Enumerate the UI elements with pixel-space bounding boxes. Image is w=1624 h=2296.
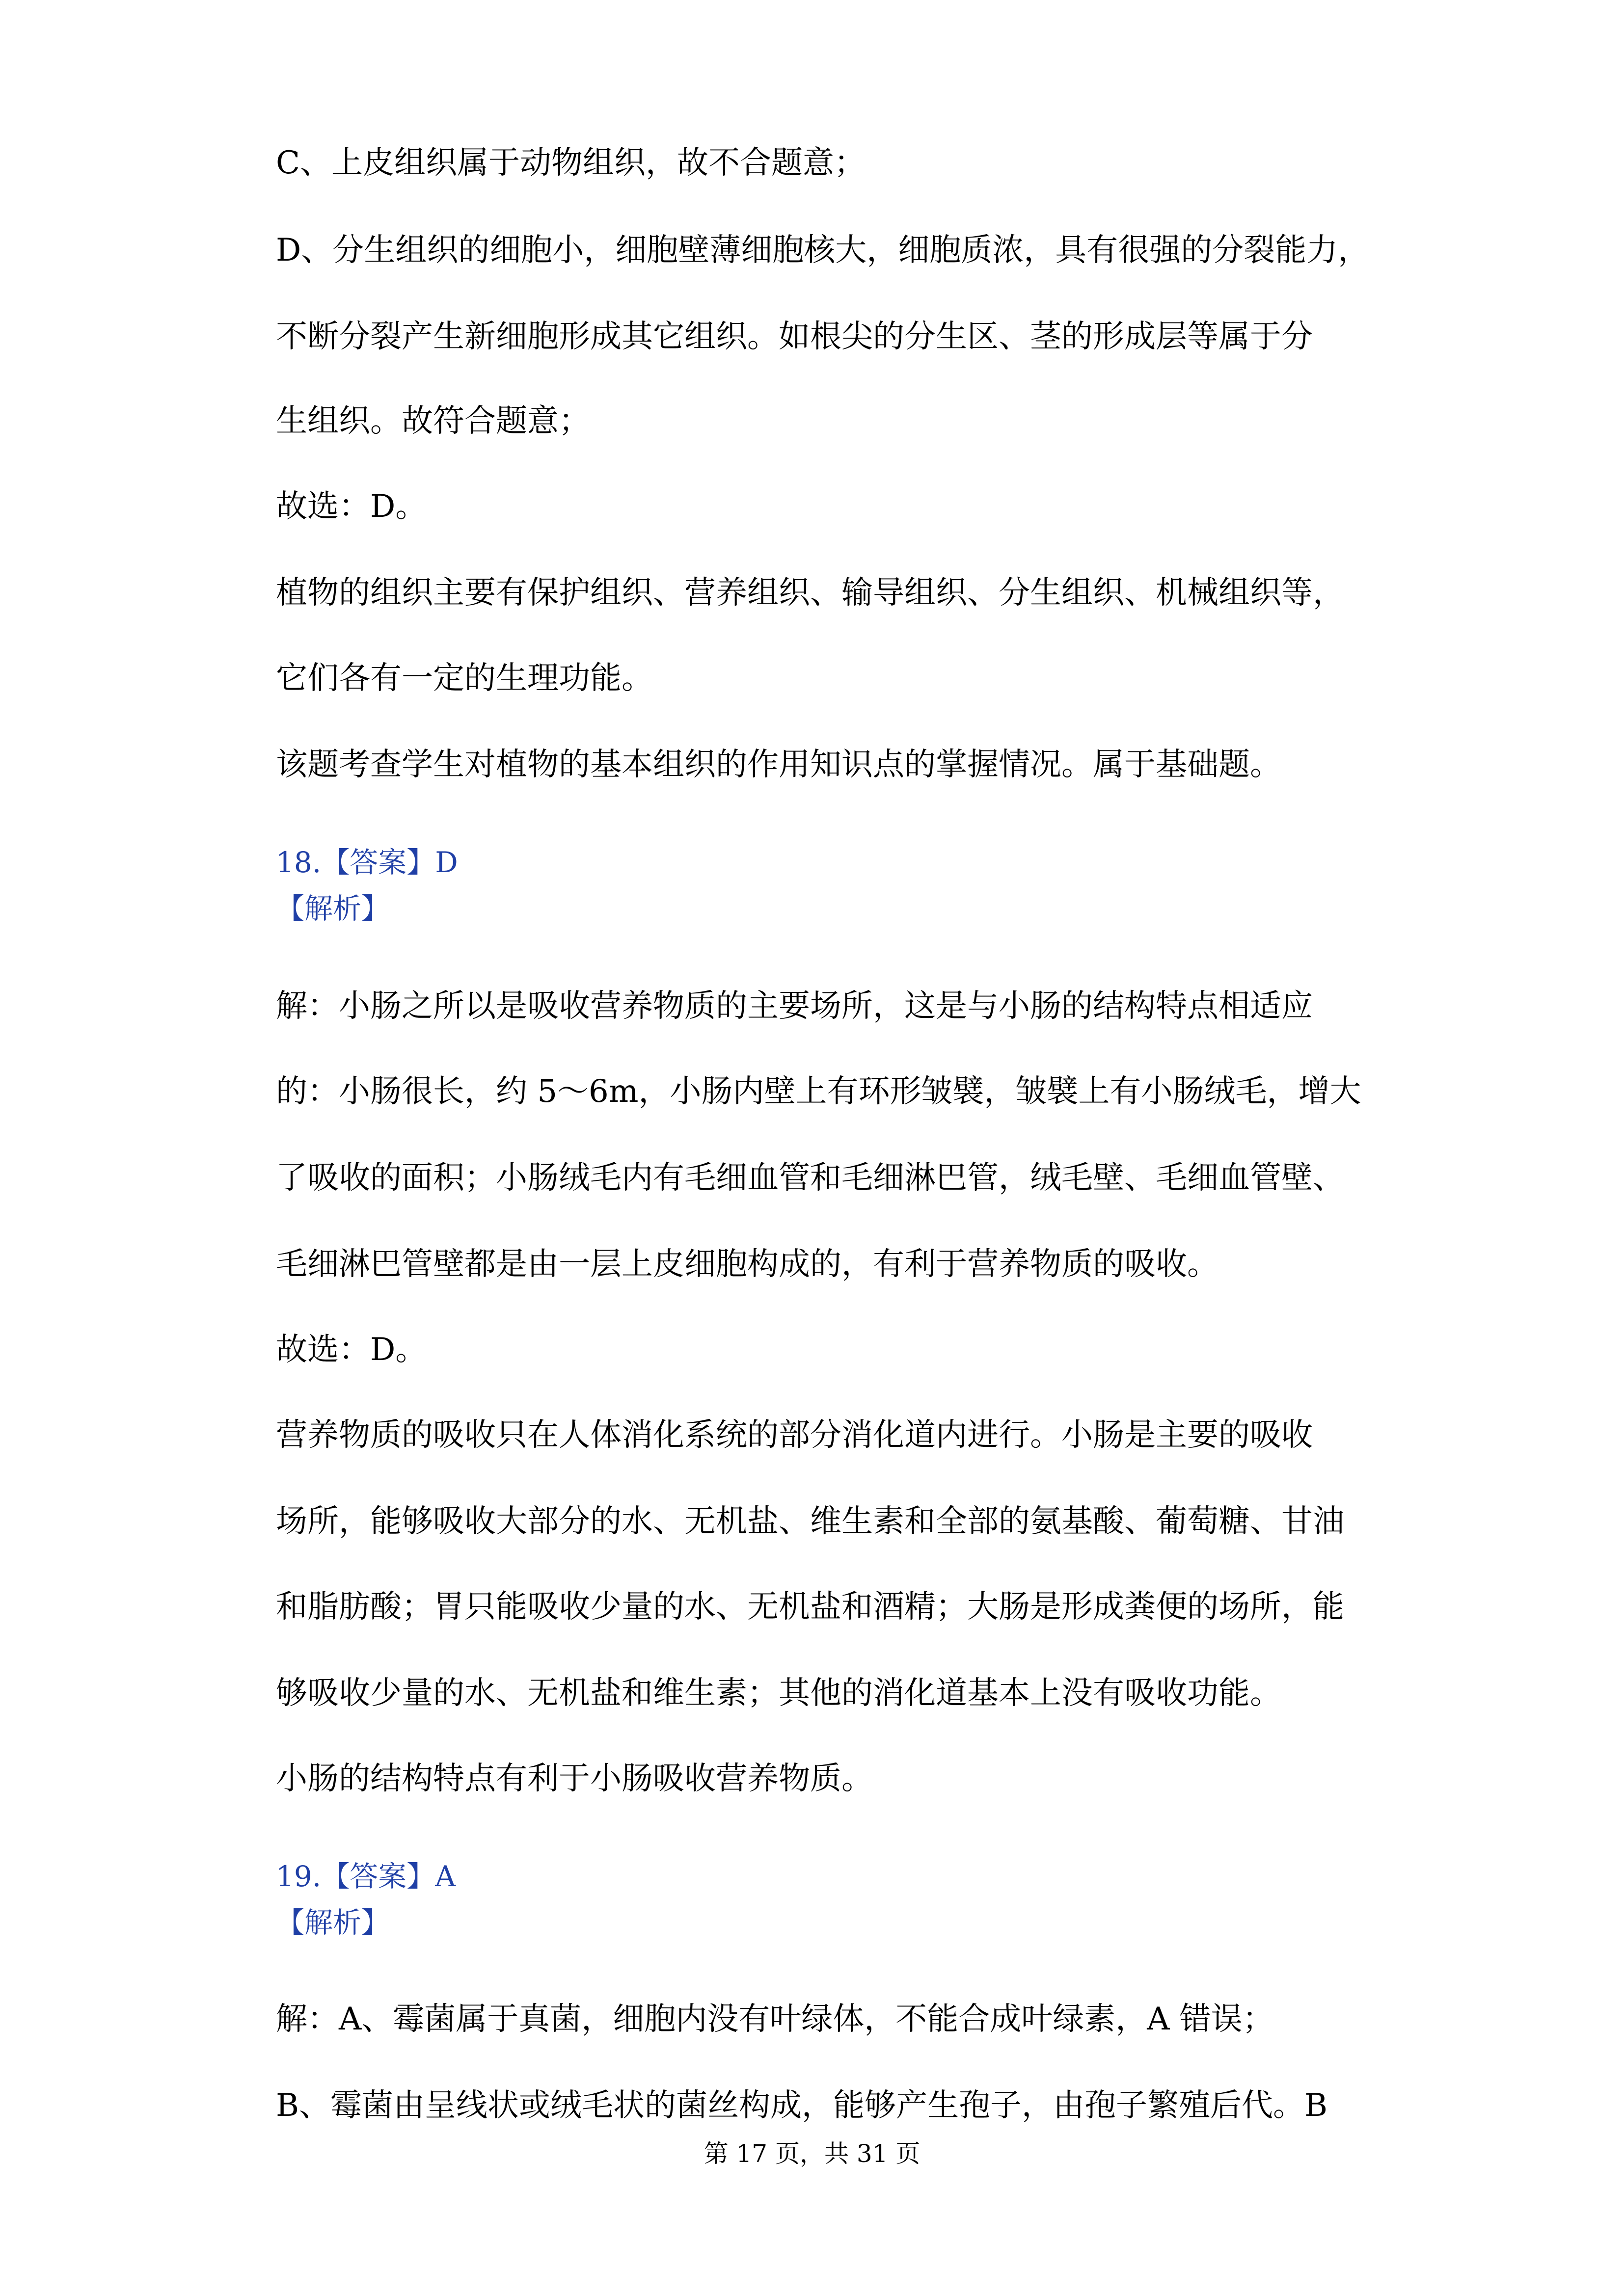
- text-line: C、上皮组织属于动物组织，故不合题意；: [276, 145, 866, 181]
- text-line: 不断分裂产生新细胞形成其它组织。如根尖的分生区、茎的形成层等属于分: [276, 319, 1313, 355]
- text-line: 小肠的结构特点有利于小肠吸收营养物质。: [276, 1761, 873, 1797]
- analysis-label: 【解析】: [276, 892, 390, 925]
- text-line: 该题考查学生对植物的基本组织的作用知识点的掌握情况。属于基础题。: [276, 747, 1281, 783]
- answer-label: 18.【答案】D: [276, 846, 458, 879]
- text-line: 的：小肠很长，约 5～6m，小肠内壁上有环形皱襞，皱襞上有小肠绒毛，增大: [276, 1073, 1361, 1110]
- text-line: 植物的组织主要有保护组织、营养组织、输导组织、分生组织、机械组织等，: [276, 575, 1344, 611]
- text-line: 故选：D。: [276, 1332, 427, 1368]
- text-line: 了吸收的面积；小肠绒毛内有毛细血管和毛细淋巴管，绒毛壁、毛细血管壁、: [276, 1160, 1344, 1196]
- answer-label: 19.【答案】A: [276, 1860, 456, 1893]
- text-line: 场所，能够吸收大部分的水、无机盐、维生素和全部的氨基酸、葡萄糖、甘油: [276, 1503, 1344, 1540]
- text-line: 解：A、霉菌属于真菌，细胞内没有叶绿体，不能合成叶绿素，A 错误；: [276, 2001, 1274, 2037]
- text-line: 解：小肠之所以是吸收营养物质的主要场所，这是与小肠的结构特点相适应: [276, 988, 1313, 1024]
- text-line: 生组织。故符合题意；: [276, 403, 590, 439]
- page-footer: 第 17 页，共 31 页: [704, 2139, 920, 2168]
- text-line: 故选：D。: [276, 488, 427, 525]
- text-line: 和脂肪酸；胃只能吸收少量的水、无机盐和酒精；大肠是形成粪便的场所，能: [276, 1589, 1344, 1625]
- text-line: B、霉菌由呈线状或绒毛状的菌丝构成，能够产生孢子，由孢子繁殖后代。B: [276, 2087, 1328, 2124]
- text-line: 够吸收少量的水、无机盐和维生素；其他的消化道基本上没有吸收功能。: [276, 1675, 1281, 1711]
- text-line: 毛细淋巴管壁都是由一层上皮细胞构成的，有利于营养物质的吸收。: [276, 1246, 1218, 1282]
- text-line: 营养物质的吸收只在人体消化系统的部分消化道内进行。小肠是主要的吸收: [276, 1417, 1313, 1453]
- analysis-label: 【解析】: [276, 1906, 390, 1939]
- text-line: 它们各有一定的生理功能。: [276, 660, 653, 696]
- text-line: D、分生组织的细胞小，细胞壁薄细胞核大，细胞质浓，具有很强的分裂能力，: [276, 232, 1370, 268]
